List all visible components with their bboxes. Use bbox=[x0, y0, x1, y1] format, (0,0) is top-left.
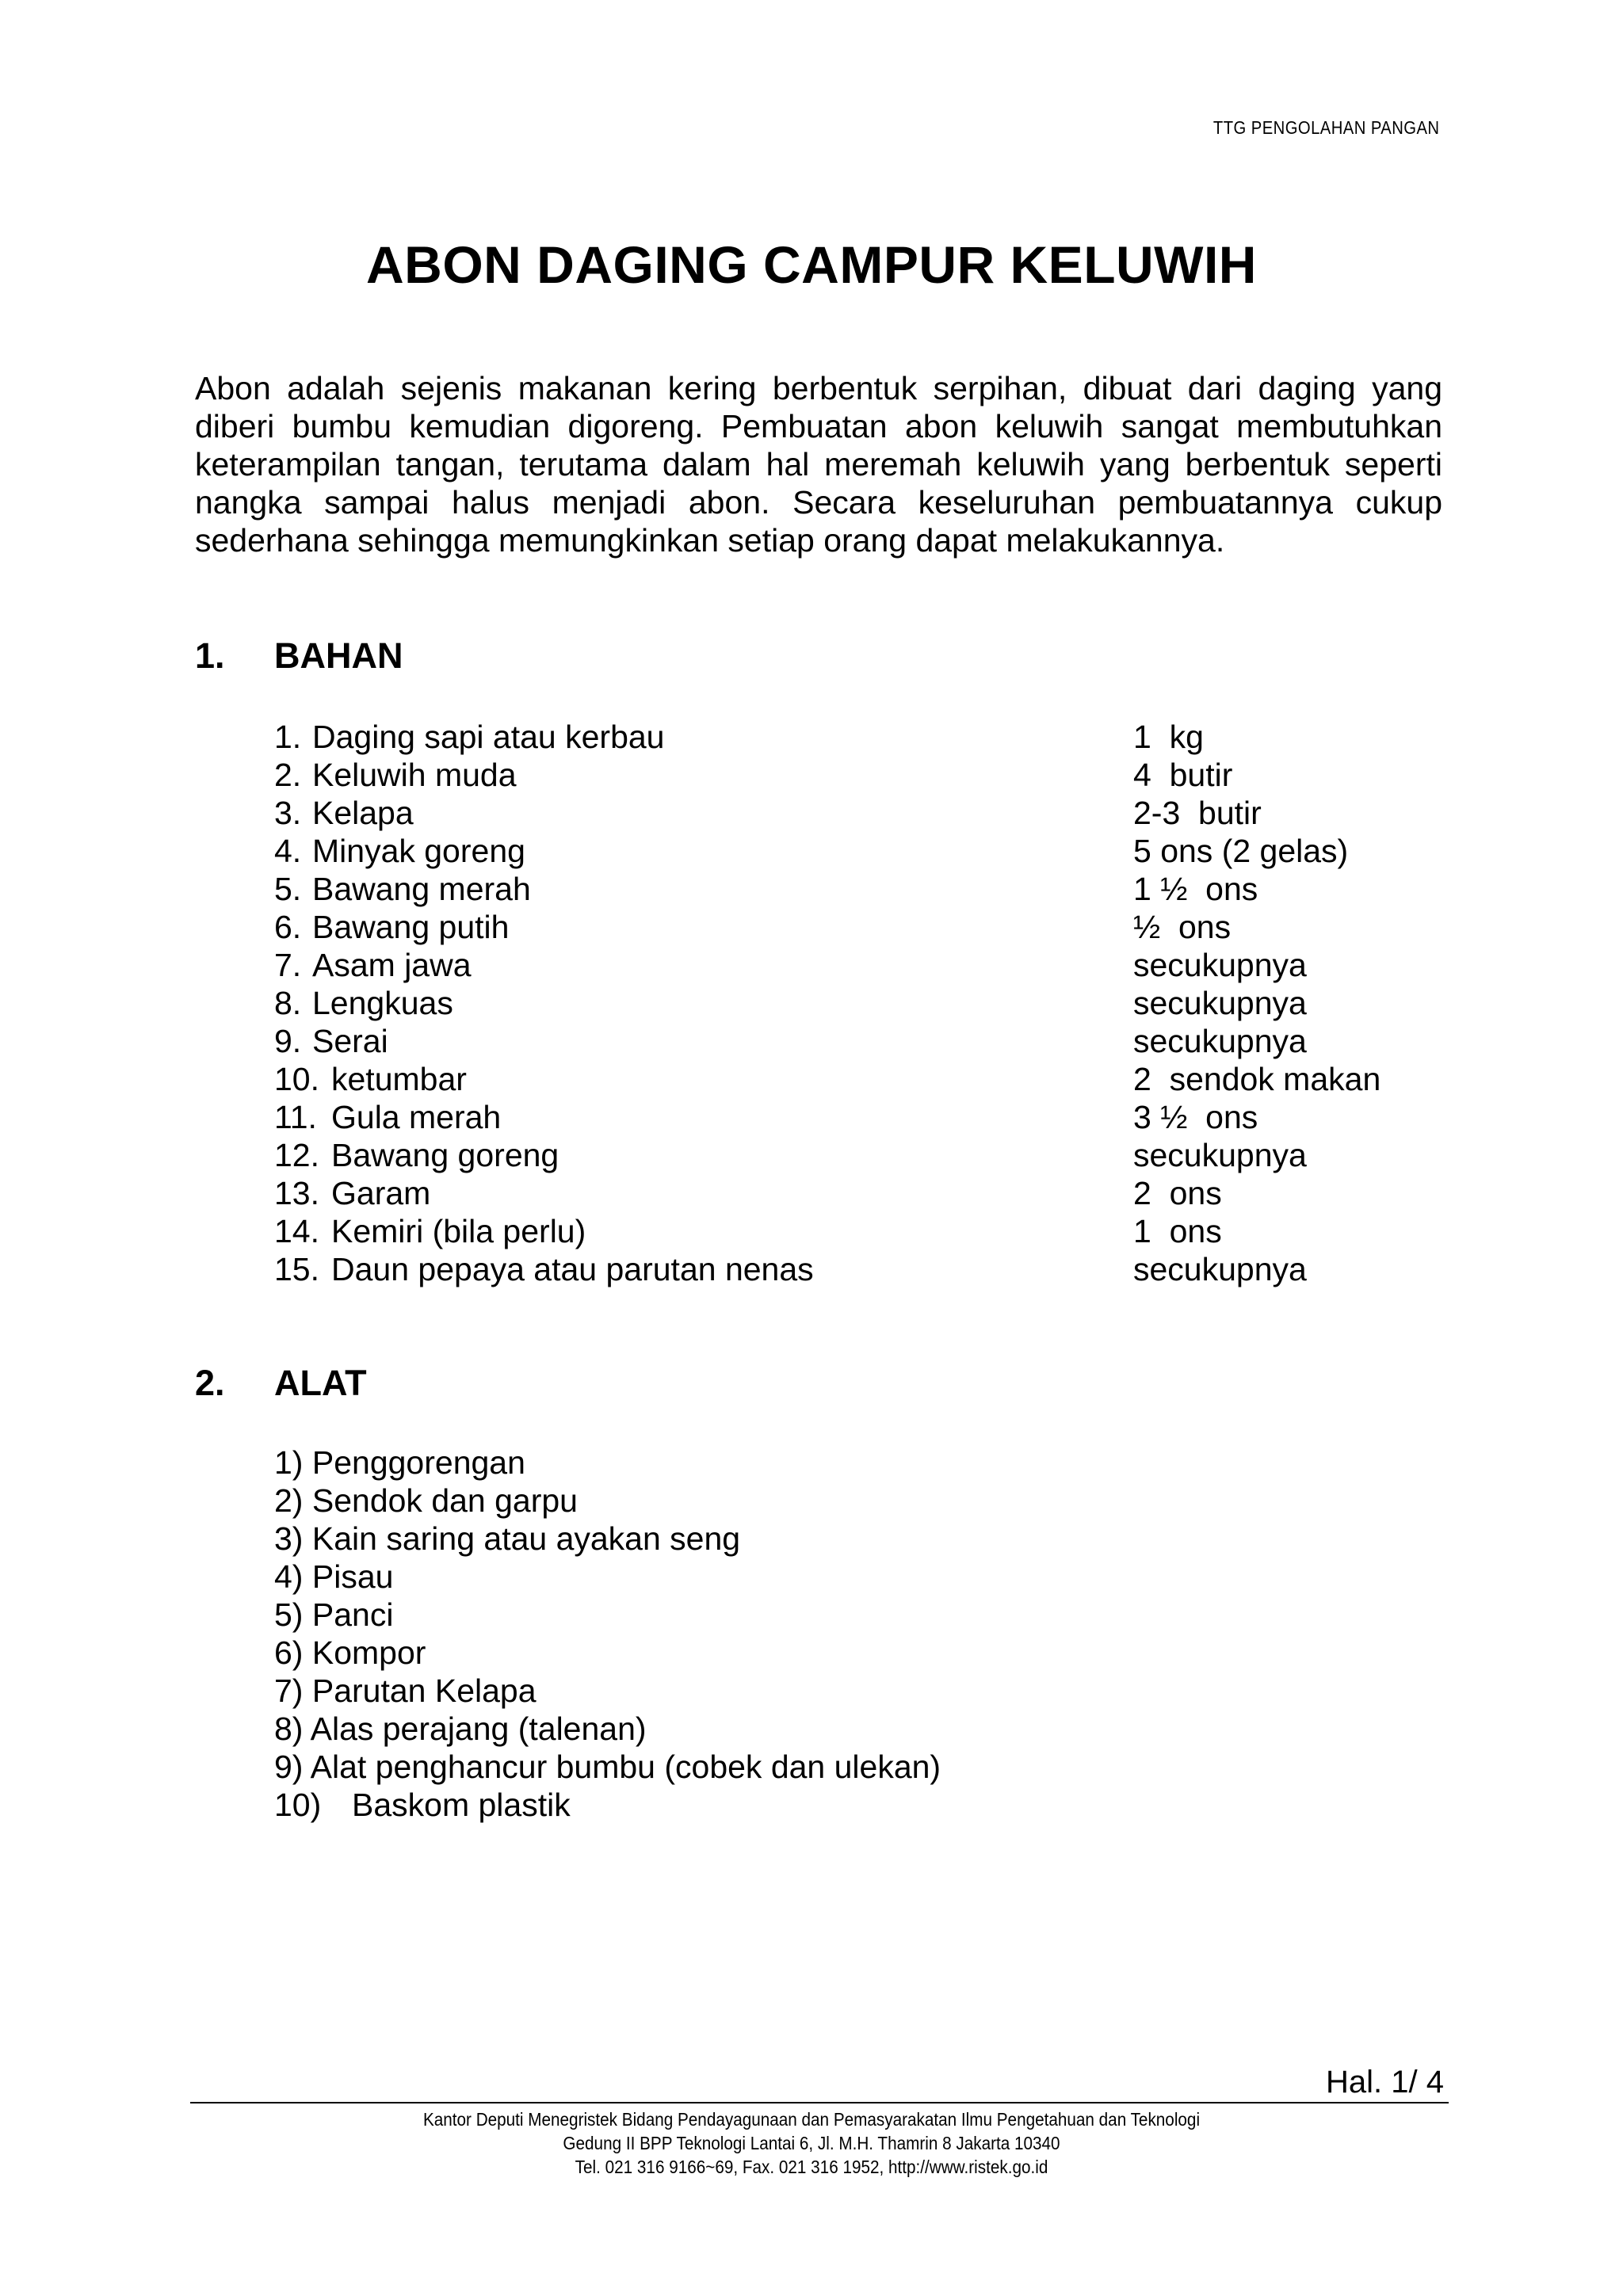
ingredient-name: Minyak goreng bbox=[312, 833, 525, 869]
tool-name: Alat penghancur bumbu (cobek dan ulekan) bbox=[310, 1749, 941, 1785]
header-tag: TTG PENGOLAHAN PANGAN bbox=[1212, 117, 1439, 138]
ingredient-number: 6. bbox=[274, 909, 302, 945]
ingredient-number: 15. bbox=[274, 1251, 319, 1287]
tool-number: 10) bbox=[274, 1787, 322, 1823]
tool-item bbox=[274, 1520, 941, 1558]
intro-paragraph: Abon adalah sejenis makanan kering berbentuk serpihan, dibuat dari daging yang diberi bumbu kemudian digoreng. Pembuatan abon keluwih sangat membutuhkan keterampilan tangan, terutama dalam hal meremah keluwih yang berbentuk seperti nangka sampai halus menjadi abon. Secara keseluruhan pembuatannya cukup sederhana sehingga memungkinkan setiap orang dapat melakukannya. bbox=[195, 370, 1442, 559]
tool-name: Sendok dan garpu bbox=[311, 1482, 578, 1519]
ingredient-quantity: secukupnya bbox=[1133, 947, 1307, 983]
ingredient-quantity: 1 ½ ons bbox=[1133, 871, 1258, 907]
section-number: 1. bbox=[195, 635, 225, 676]
ingredient-item bbox=[274, 1250, 1442, 1288]
tool-item bbox=[274, 1786, 941, 1824]
ingredient-name: Gula merah bbox=[331, 1099, 502, 1135]
ingredient-number: 13. bbox=[274, 1175, 319, 1211]
tool-number: 3) bbox=[274, 1520, 304, 1557]
ingredient-quantity: secukupnya bbox=[1133, 1023, 1307, 1059]
tool-number: 7) bbox=[274, 1672, 304, 1709]
ingredient-item bbox=[274, 1098, 1442, 1136]
tool-number: 9) bbox=[274, 1749, 304, 1785]
ingredient-quantity: 3 ½ ons bbox=[1133, 1099, 1258, 1135]
tool-name: Penggorengan bbox=[311, 1444, 525, 1481]
tool-number: 2) bbox=[274, 1482, 304, 1519]
tool-item bbox=[274, 1558, 941, 1596]
ingredient-name: Serai bbox=[312, 1023, 388, 1059]
tool-number: 5) bbox=[274, 1596, 304, 1633]
ingredient-name: Bawang goreng bbox=[331, 1137, 559, 1173]
ingredient-name: Garam bbox=[331, 1175, 431, 1211]
ingredient-name: Daging sapi atau kerbau bbox=[312, 719, 665, 755]
tool-item bbox=[274, 1444, 941, 1482]
tool-name: Kain saring atau ayakan seng bbox=[311, 1520, 741, 1557]
tool-item bbox=[274, 1710, 941, 1748]
document-title: ABON DAGING CAMPUR KELUWIH bbox=[366, 235, 1257, 294]
ingredient-name: Lengkuas bbox=[312, 985, 453, 1021]
ingredient-number: 5. bbox=[274, 871, 302, 907]
footer-line: Gedung II BPP Teknologi Lantai 6, Jl. M.H. Thamrin 8 Jakarta 10340 bbox=[563, 2133, 1060, 2153]
section-heading-bahan bbox=[195, 635, 403, 677]
ingredient-item bbox=[274, 1022, 1442, 1060]
tool-item bbox=[274, 1672, 941, 1710]
footer-line: Kantor Deputi Menegristek Bidang Pendayagunaan dan Pemasyarakatan Ilmu Pengetahuan dan Teknologi bbox=[422, 2109, 1201, 2130]
tools-list bbox=[274, 1444, 941, 1824]
ingredient-number: 8. bbox=[274, 985, 302, 1021]
footer-divider bbox=[190, 2102, 1449, 2103]
ingredient-quantity: 2 ons bbox=[1133, 1175, 1222, 1211]
ingredient-item bbox=[274, 794, 1442, 832]
ingredient-quantity: 2 sendok makan bbox=[1133, 1061, 1381, 1097]
ingredient-name: Asam jawa bbox=[312, 947, 472, 983]
tool-number: 4) bbox=[274, 1558, 304, 1595]
footer-line: Tel. 021 316 9166~69, Fax. 021 316 1952, http://www.ristek.go.id bbox=[575, 2157, 1048, 2177]
tool-item bbox=[274, 1482, 941, 1520]
tool-item bbox=[274, 1634, 941, 1672]
ingredient-item bbox=[274, 832, 1442, 870]
ingredient-name: Kelapa bbox=[312, 795, 414, 831]
tool-name: Parutan Kelapa bbox=[311, 1672, 537, 1709]
ingredient-number: 3. bbox=[274, 795, 302, 831]
ingredient-item bbox=[274, 1060, 1442, 1098]
ingredient-number: 14. bbox=[274, 1213, 319, 1249]
ingredients-list bbox=[274, 718, 1442, 1288]
ingredient-number: 10. bbox=[274, 1061, 319, 1097]
section-label: ALAT bbox=[274, 1363, 367, 1403]
tool-number: 8) bbox=[274, 1711, 304, 1747]
ingredient-quantity: secukupnya bbox=[1133, 985, 1307, 1021]
ingredient-name: Keluwih muda bbox=[312, 757, 517, 793]
tool-number: 1) bbox=[274, 1444, 304, 1481]
ingredient-quantity: ½ ons bbox=[1133, 909, 1232, 945]
ingredient-item bbox=[274, 1212, 1442, 1250]
ingredient-item bbox=[274, 718, 1442, 756]
ingredient-item bbox=[274, 946, 1442, 984]
ingredient-name: Bawang merah bbox=[312, 871, 531, 907]
ingredient-number: 7. bbox=[274, 947, 302, 983]
ingredient-number: 9. bbox=[274, 1023, 302, 1059]
tool-name: Panci bbox=[311, 1596, 394, 1633]
ingredient-item bbox=[274, 1136, 1442, 1174]
ingredient-number: 1. bbox=[274, 719, 302, 755]
ingredient-name: Daun pepaya atau parutan nenas bbox=[331, 1251, 814, 1287]
ingredient-number: 4. bbox=[274, 833, 302, 869]
section-heading-alat bbox=[195, 1363, 367, 1404]
tool-name: Alas perajang (talenan) bbox=[310, 1711, 647, 1747]
ingredient-item bbox=[274, 870, 1442, 908]
section-label: BAHAN bbox=[274, 635, 403, 676]
footer bbox=[0, 2107, 1623, 2179]
ingredient-quantity: 1 kg bbox=[1133, 719, 1204, 755]
ingredient-item bbox=[274, 984, 1442, 1022]
tool-item bbox=[274, 1748, 941, 1786]
ingredient-quantity: secukupnya bbox=[1133, 1251, 1307, 1287]
ingredient-number: 2. bbox=[274, 757, 302, 793]
ingredient-item bbox=[274, 908, 1442, 946]
ingredient-quantity: 4 butir bbox=[1133, 757, 1233, 793]
tool-name: Pisau bbox=[311, 1558, 394, 1595]
tool-name: Kompor bbox=[311, 1634, 426, 1671]
section-number: 2. bbox=[195, 1363, 225, 1403]
ingredient-name: Bawang putih bbox=[312, 909, 510, 945]
page-number: Hal. 1/ 4 bbox=[1326, 2065, 1444, 2100]
ingredient-item bbox=[274, 756, 1442, 794]
tool-name: Baskom plastik bbox=[352, 1787, 571, 1823]
ingredient-item bbox=[274, 1174, 1442, 1212]
tool-number: 6) bbox=[274, 1634, 304, 1671]
ingredient-quantity: 5 ons (2 gelas) bbox=[1133, 833, 1349, 869]
ingredient-name: Kemiri (bila perlu) bbox=[331, 1213, 586, 1249]
ingredient-number: 11. bbox=[274, 1099, 317, 1135]
ingredient-number: 12. bbox=[274, 1137, 319, 1173]
ingredient-quantity: secukupnya bbox=[1133, 1137, 1307, 1173]
ingredient-quantity: 2-3 butir bbox=[1133, 795, 1262, 831]
ingredient-quantity: 1 ons bbox=[1133, 1213, 1222, 1249]
tool-item bbox=[274, 1596, 941, 1634]
ingredient-name: ketumbar bbox=[331, 1061, 467, 1097]
